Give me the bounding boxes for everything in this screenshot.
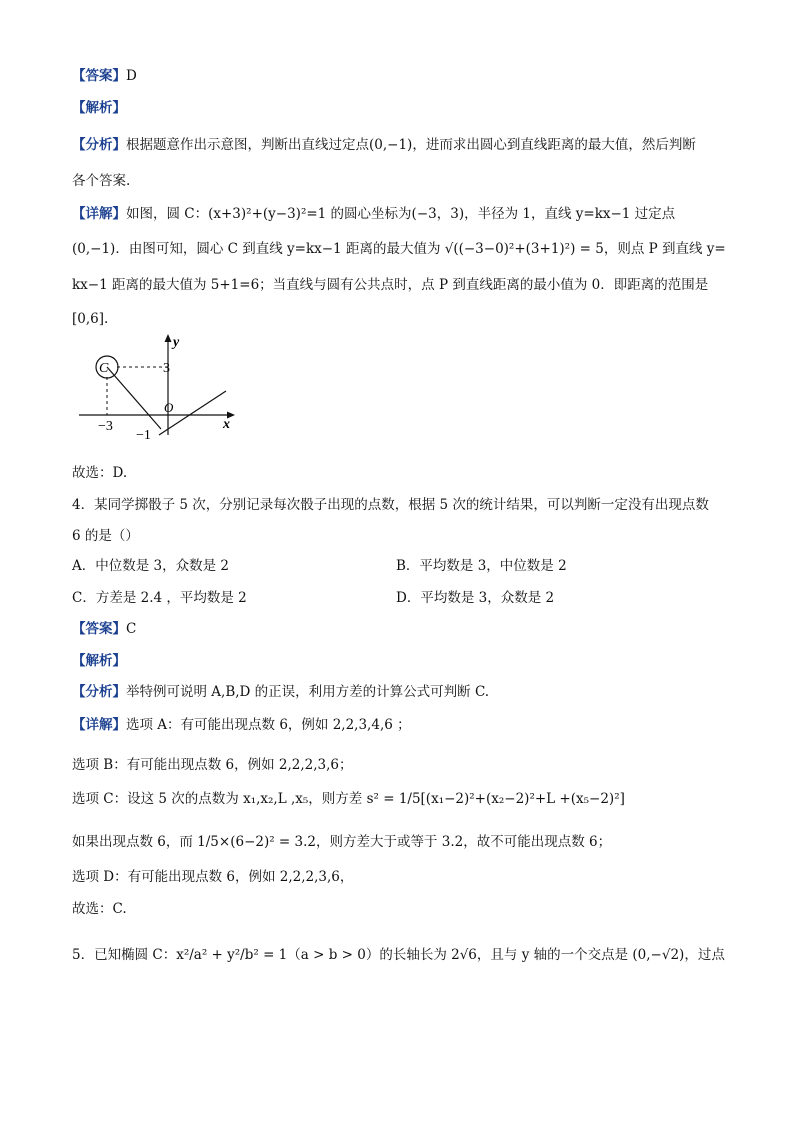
q4-xiangjie-b: 选项 B：有可能出现点数 6，例如 2,2,2,3,6；	[72, 757, 353, 773]
label-neg3: −3	[98, 419, 113, 434]
q4-xiangjie-c2: 如果出现点数 6，而 1/5×(6−2)² = 3.2，则方差大于或等于 3.2，故不可能出现点数 6；	[72, 834, 612, 850]
fenxi-text: 举特例可说明 A,B,D 的正误，利用方差的计算公式可判断 C.	[126, 684, 490, 700]
answer-tag: 【答案】	[72, 621, 126, 637]
q4-option-c: C．方差是 2.4 ，平均数是 2	[72, 590, 247, 606]
label-3: 3	[163, 361, 170, 376]
q4-stem-line-2: 6 的是（）	[72, 528, 139, 544]
q4-answer-line	[72, 620, 136, 638]
q4-xiangjie-c: 选项 C：设这 5 次的点数为 x₁,x₂,L ,x₅，则方差 s² = 1/5[(x₁−2)²+(x₂−2)²+L +(x₅−2)²]	[72, 791, 625, 807]
fenxi-text-1: 根据题意作出示意图，判断出直线过定点(0,−1)，进而求出圆心到直线距离的最大值，然后判断	[126, 137, 696, 153]
q3-fenxi-line-2: 各个答案.	[72, 173, 131, 189]
q3-conclusion: 故选：D.	[72, 465, 128, 481]
answer-value: C	[126, 621, 137, 637]
segment-c-to-fixed-point	[107, 367, 161, 429]
q4-option-b: B．平均数是 3，中位数是 2	[396, 558, 567, 574]
q4-xiangjie-a	[72, 716, 411, 734]
xiangjie-tag: 【详解】	[72, 717, 126, 733]
q5-stem-line-1: 5．已知椭圆 C：x²/a² + y²/b² = 1（a > b > 0）的长轴长为 2√6，且与 y 轴的一个交点是 (0,−√2)，过点	[72, 947, 725, 963]
circle-line-figure	[76, 332, 246, 440]
q4-conclusion: 故选：C.	[72, 901, 127, 917]
label-o: O	[164, 400, 174, 415]
q4-xiangjie-d: 选项 D：有可能出现点数 6，例如 2,2,2,3,6，	[72, 869, 354, 885]
q4-option-a: A．中位数是 3，众数是 2	[72, 558, 230, 574]
q4-stem-line-1: 4．某同学掷骰子 5 次，分别记录每次骰子出现的点数，根据 5 次的统计结果，可以判断一定没有出现点数	[72, 497, 709, 513]
q3-xiangjie-line-1	[72, 205, 675, 223]
q3-fenxi-line-1	[72, 136, 696, 154]
label-neg1: −1	[136, 428, 151, 440]
q4-fenxi-line	[72, 683, 489, 701]
fenxi-tag: 【分析】	[72, 684, 126, 700]
answer-tag: 【答案】	[72, 68, 126, 84]
answer-value: D	[126, 68, 137, 84]
xiangjie-tag: 【详解】	[72, 206, 126, 222]
q3-analysis-line	[72, 99, 126, 117]
label-x: x	[223, 417, 230, 432]
label-y: y	[173, 335, 180, 350]
q4-analysis-line	[72, 652, 126, 670]
q3-answer-line	[72, 67, 137, 85]
q3-xiangjie-line-2: (0,−1)．由图可知，圆心 C 到直线 y=kx−1 距离的最大值为 √((−3−0)²+(3+1)²) = 5，则点 P 到直线 y=	[72, 241, 726, 257]
label-c: C	[99, 361, 109, 376]
q4-option-d: D．平均数是 3，众数是 2	[396, 590, 555, 606]
xiangjie-text-a: 选项 A：有可能出现点数 6，例如 2,2,3,4,6 ；	[126, 717, 411, 733]
fenxi-tag: 【分析】	[72, 137, 126, 153]
analysis-tag: 【解析】	[72, 100, 126, 116]
analysis-tag: 【解析】	[72, 653, 126, 669]
y-axis-arrow-icon	[165, 334, 172, 342]
q3-xiangjie-line-4: [0,6].	[72, 311, 109, 327]
q3-xiangjie-line-3: kx−1 距离的最大值为 5+1=6；当直线与圆有公共点时，点 P 到直线距离的最小值为 0．即距离的范围是	[72, 277, 709, 293]
xiangjie-text-1: 如图，圆 C：(x+3)²+(y−3)²=1 的圆心坐标为(−3，3)，半径为 1，直线 y=kx−1 过定点	[126, 206, 676, 222]
